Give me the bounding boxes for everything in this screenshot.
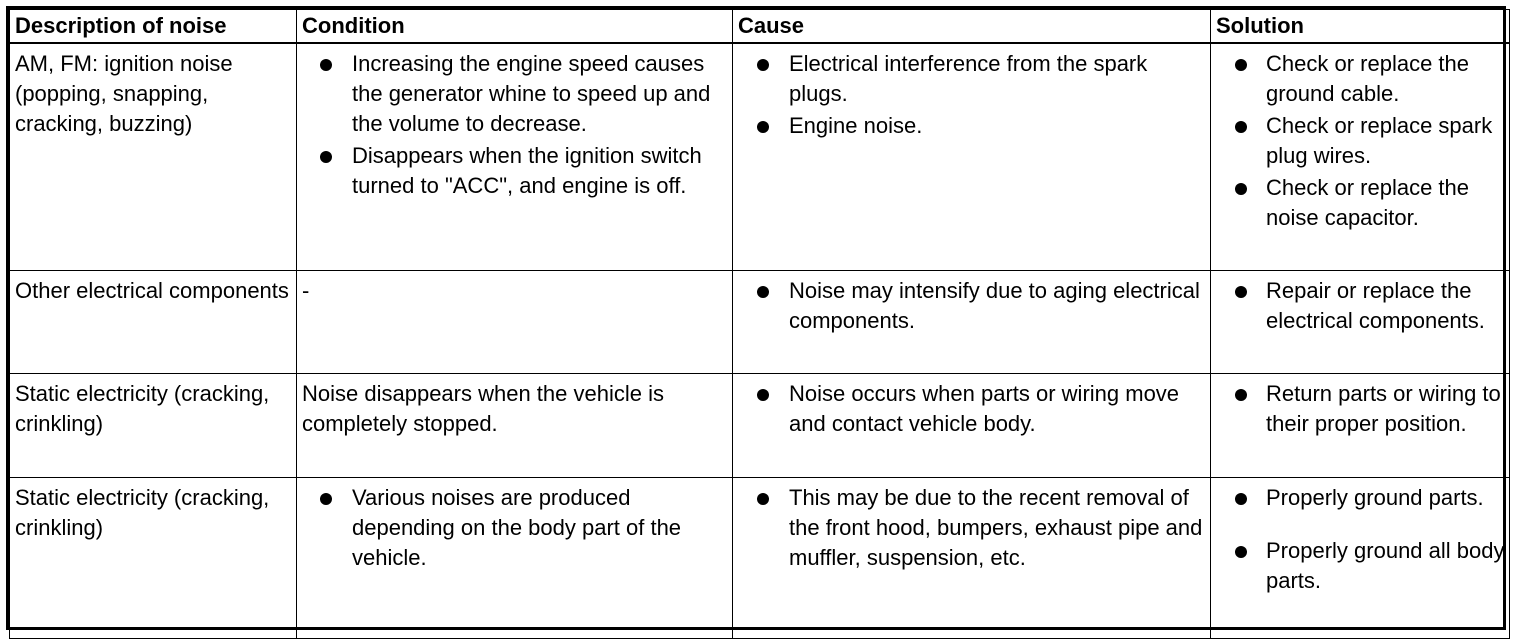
list-item bbox=[297, 49, 728, 139]
solution-list bbox=[1211, 374, 1509, 439]
list-item bbox=[733, 483, 1206, 573]
bullet-icon bbox=[1235, 546, 1247, 558]
condition-list bbox=[297, 478, 732, 573]
bullet-icon bbox=[320, 59, 332, 71]
condition-cell bbox=[297, 270, 733, 373]
description-text: Static electricity (cracking, crinkling) bbox=[15, 380, 270, 436]
cause-text: Electrical interference from the spark plugs. bbox=[789, 50, 1148, 106]
list-item bbox=[1211, 173, 1505, 233]
solution-text: Return parts or wiring to their proper position. bbox=[1266, 380, 1501, 436]
cause-text: Engine noise. bbox=[789, 112, 923, 138]
noise-troubleshooting-table bbox=[9, 9, 1510, 639]
cause-cell bbox=[733, 477, 1211, 638]
bullet-icon bbox=[1235, 183, 1247, 195]
bullet-icon bbox=[757, 389, 769, 401]
bullet-icon bbox=[1235, 121, 1247, 133]
bullet-icon bbox=[1235, 493, 1247, 505]
solution-text: Properly ground parts. bbox=[1266, 484, 1484, 510]
list-item bbox=[1211, 483, 1505, 513]
header-row bbox=[10, 10, 1510, 43]
condition-cell bbox=[297, 373, 733, 477]
condition-text: Increasing the engine speed causes the generator whine to speed up and the volume to decrease. bbox=[352, 50, 711, 136]
condition-cell bbox=[297, 43, 733, 271]
solution-text: Check or replace the noise capacitor. bbox=[1266, 174, 1469, 230]
bullet-icon bbox=[757, 59, 769, 71]
bullet-icon bbox=[1235, 389, 1247, 401]
description-cell bbox=[10, 373, 297, 477]
header-solution: Solution bbox=[1211, 10, 1510, 43]
table-row bbox=[10, 373, 1510, 477]
cause-cell bbox=[733, 373, 1211, 477]
solution-cell bbox=[1211, 477, 1510, 638]
list-item bbox=[733, 379, 1206, 439]
bullet-icon bbox=[320, 151, 332, 163]
list-item bbox=[733, 276, 1206, 336]
description-cell bbox=[10, 43, 297, 271]
bullet-icon bbox=[757, 493, 769, 505]
cause-cell bbox=[733, 270, 1211, 373]
cause-list bbox=[733, 478, 1210, 573]
list-item bbox=[1211, 49, 1505, 109]
header-description: Description of noise bbox=[10, 10, 297, 43]
description-text: Other electrical components bbox=[15, 277, 289, 303]
bullet-icon bbox=[1235, 286, 1247, 298]
solution-cell bbox=[1211, 43, 1510, 271]
solution-cell bbox=[1211, 270, 1510, 373]
solution-list bbox=[1211, 271, 1509, 336]
cause-text: Noise may intensify due to aging electrical components. bbox=[789, 277, 1200, 333]
cause-list bbox=[733, 374, 1210, 439]
solution-text: Repair or replace the electrical components. bbox=[1266, 277, 1485, 333]
cause-list bbox=[733, 44, 1210, 141]
cause-text: This may be due to the recent removal of the front hood, bumpers, exhaust pipe and muffler, suspension, etc. bbox=[789, 484, 1203, 570]
solution-text: Check or replace spark plug wires. bbox=[1266, 112, 1493, 168]
list-item bbox=[733, 49, 1206, 109]
condition-list bbox=[297, 44, 732, 201]
condition-text: Noise disappears when the vehicle is completely stopped. bbox=[302, 380, 664, 436]
solution-text: Check or replace the ground cable. bbox=[1266, 50, 1469, 106]
header-cause: Cause bbox=[733, 10, 1211, 43]
description-cell bbox=[10, 270, 297, 373]
condition-text: - bbox=[302, 277, 310, 303]
cause-list bbox=[733, 271, 1210, 336]
list-item bbox=[1211, 379, 1505, 439]
list-item bbox=[297, 141, 728, 201]
bullet-icon bbox=[757, 286, 769, 298]
solution-list bbox=[1211, 478, 1509, 596]
list-item bbox=[733, 111, 1206, 141]
list-item bbox=[1211, 536, 1505, 596]
noise-troubleshooting-document bbox=[6, 6, 1506, 630]
table-row bbox=[10, 270, 1510, 373]
condition-cell bbox=[297, 477, 733, 638]
cause-cell bbox=[733, 43, 1211, 271]
description-text: AM, FM: ignition noise (popping, snapping, cracking, buzzing) bbox=[15, 50, 233, 136]
description-cell bbox=[10, 477, 297, 638]
description-text: Static electricity (cracking, crinkling) bbox=[15, 484, 270, 540]
list-item bbox=[1211, 276, 1505, 336]
condition-text: Various noises are produced depending on the body part of the vehicle. bbox=[352, 484, 682, 570]
bullet-icon bbox=[320, 493, 332, 505]
list-item bbox=[1211, 111, 1505, 171]
table-row bbox=[10, 43, 1510, 271]
bullet-icon bbox=[757, 121, 769, 133]
table-row bbox=[10, 477, 1510, 638]
solution-text: Properly ground all body parts. bbox=[1266, 537, 1505, 593]
bullet-icon bbox=[1235, 59, 1247, 71]
header-condition: Condition bbox=[297, 10, 733, 43]
solution-cell bbox=[1211, 373, 1510, 477]
solution-list bbox=[1211, 44, 1509, 233]
condition-text: Disappears when the ignition switch turned to "ACC", and engine is off. bbox=[352, 142, 702, 198]
list-item bbox=[297, 483, 728, 573]
cause-text: Noise occurs when parts or wiring move and contact vehicle body. bbox=[789, 380, 1180, 436]
